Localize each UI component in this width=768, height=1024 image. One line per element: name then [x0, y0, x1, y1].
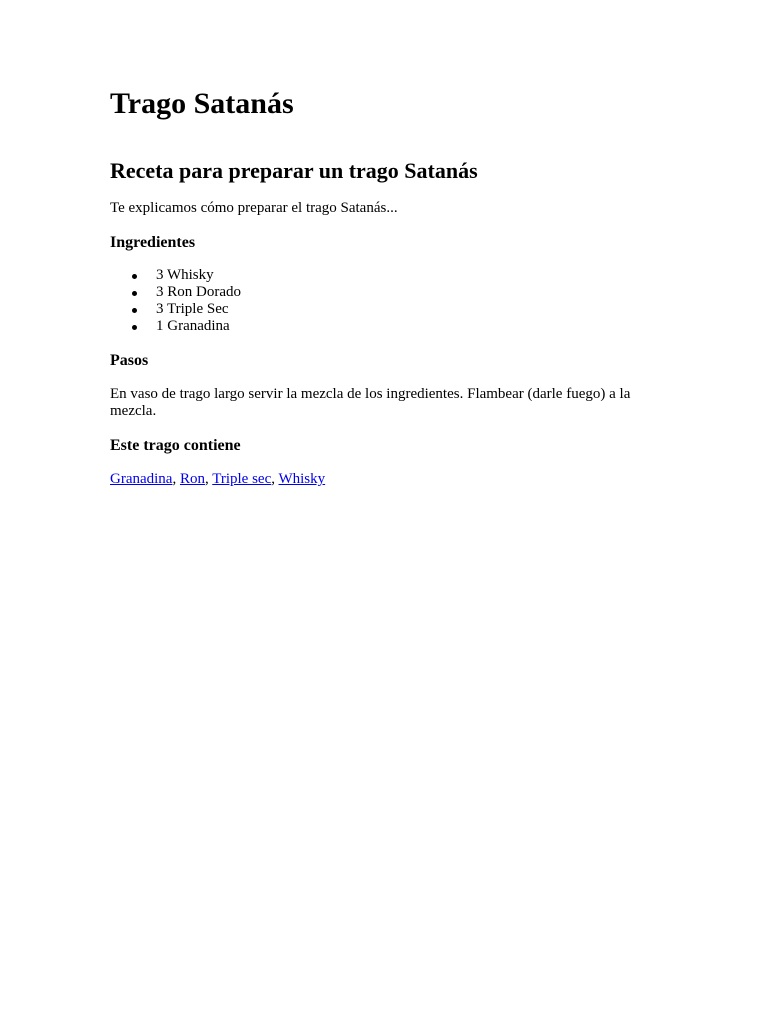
ingredient-label: 3 Triple Sec	[156, 301, 229, 317]
tag-link-ron[interactable]: Ron	[179, 471, 205, 487]
tag-link-granadina[interactable]: Granadina	[110, 471, 173, 487]
ingredient-label: 3 Ron Dorado	[156, 284, 241, 300]
bullet-icon	[132, 308, 137, 313]
tag-separator: ,	[204, 471, 213, 487]
tag-link-whisky[interactable]: Whisky	[278, 471, 326, 487]
bullet-icon	[132, 274, 137, 279]
bullet-icon	[132, 291, 137, 296]
bullet-icon	[132, 325, 137, 330]
contains-heading: Este trago contiene	[110, 437, 241, 454]
tag-separator: ,	[271, 471, 279, 487]
recipe-subtitle: Receta para preparar un trago Satanás	[110, 158, 478, 183]
recipe-page	[0, 0, 768, 488]
ingredient-item	[156, 284, 658, 301]
intro-text: Te explicamos cómo preparar el trago Satanás...	[110, 200, 398, 216]
ingredient-item	[156, 301, 658, 318]
tag-links	[110, 471, 658, 488]
ingredient-label: 3 Whisky	[156, 267, 214, 283]
tag-link-triple-sec[interactable]: Triple sec	[212, 471, 272, 487]
ingredient-item	[156, 318, 658, 335]
ingredients-list	[110, 267, 658, 335]
tag-separator: ,	[172, 471, 180, 487]
page-title: Trago Satanás	[110, 87, 294, 120]
steps-text: En vaso de trago largo servir la mezcla de los ingredientes. Flambear (darle fuego) a la mezcla.	[110, 386, 631, 419]
ingredient-item	[156, 267, 658, 284]
ingredients-heading: Ingredientes	[110, 234, 196, 251]
steps-heading: Pasos	[110, 352, 149, 369]
ingredient-label: 1 Granadina	[156, 318, 230, 334]
